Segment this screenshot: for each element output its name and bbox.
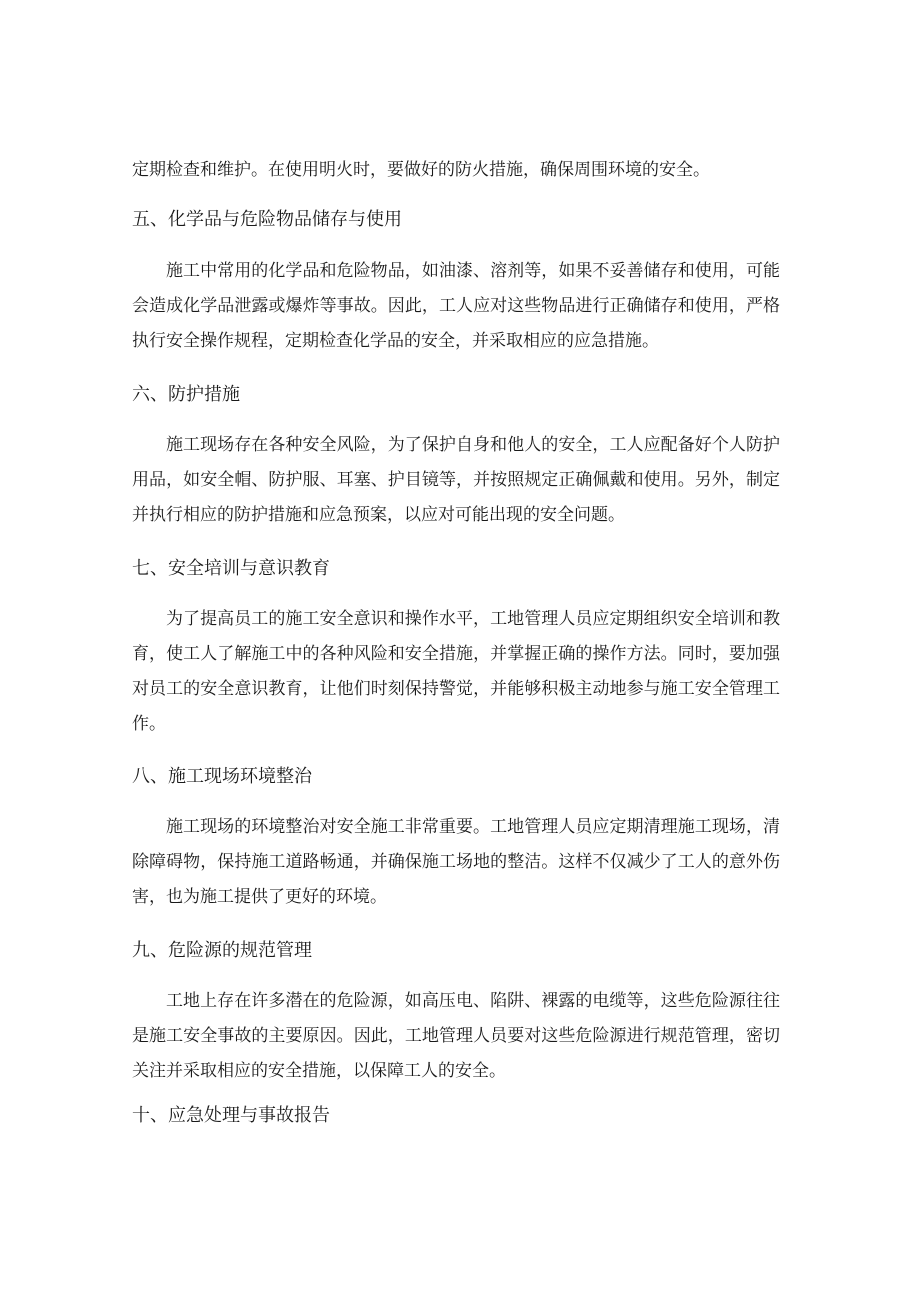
section-heading-8: 八、施工现场环境整治: [132, 766, 312, 787]
section-body-5: 施工中常用的化学品和危险物品，如油漆、溶剂等，如果不妥善储存和使用，可能会造成化学品泄露或爆炸等事故。因此，工人应对这些物品进行正确储存和使用，严格执行安全操作规程，定期检查化学品的安全，并采取相应的应急措施。: [132, 261, 780, 351]
section-heading-6: 六、防护措施: [132, 384, 240, 405]
section-body-6: 施工现场存在各种安全风险，为了保护自身和他人的安全，工人应配备好个人防护用品，如安全帽、防护服、耳塞、护目镜等，并按照规定正确佩戴和使用。另外，制定并执行相应的防护措施和应急预案，以应对可能出现的安全问题。: [132, 435, 780, 525]
section-heading-7: 七、安全培训与意识教育: [132, 558, 330, 579]
section-heading-10: 十、应急处理与事故报告: [132, 1105, 330, 1126]
section-body-8: 施工现场的环境整治对安全施工非常重要。工地管理人员应定期清理施工现场，清除障碍物，保持施工道路畅通，并确保施工场地的整洁。这样不仅减少了工人的意外伤害，也为施工提供了更好的环境。: [132, 817, 780, 907]
section-heading-5: 五、化学品与危险物品储存与使用: [132, 209, 402, 230]
section-body-7: 为了提高员工的施工安全意识和操作水平，工地管理人员应定期组织安全培训和教育，使工人了解施工中的各种风险和安全措施，并掌握正确的操作方法。同时，要加强对员工的安全意识教育，让他们时刻保持警觉，并能够积极主动地参与施工安全管理工作。: [132, 609, 780, 734]
lead-paragraph: 定期检查和维护。在使用明火时，要做好的防火措施，确保周围环境的安全。: [132, 160, 710, 180]
section-heading-9: 九、危险源的规范管理: [132, 940, 312, 961]
section-body-9: 工地上存在许多潜在的危险源，如高压电、陷阱、裸露的电缆等，这些危险源往往是施工安全事故的主要原因。因此，工地管理人员要对这些危险源进行规范管理，密切关注并采取相应的安全措施，以保障工人的安全。: [132, 991, 780, 1081]
